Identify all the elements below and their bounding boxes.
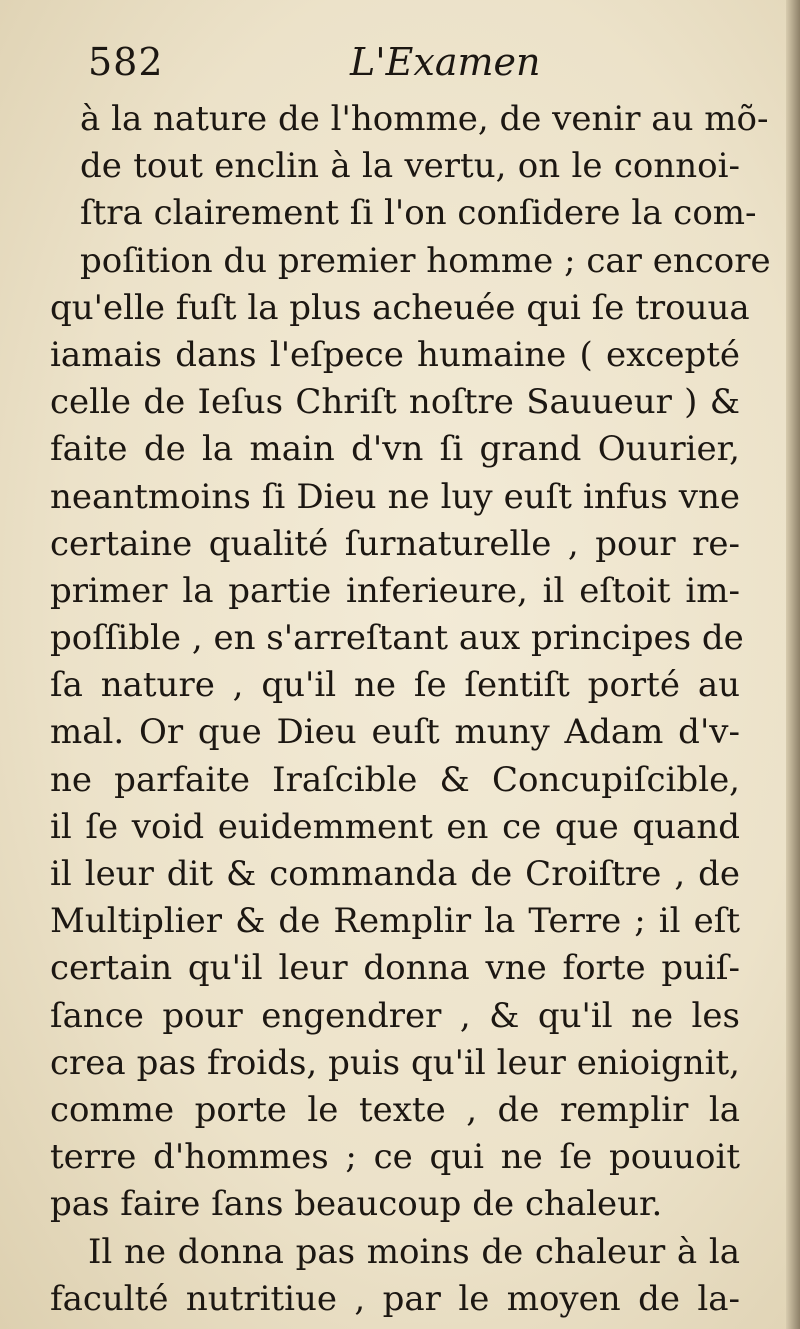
text-line: faite de la main d'vn ſi grand Ouurier, xyxy=(50,429,740,470)
text-line: pas faire ſans beaucoup de chaleur. xyxy=(50,1184,663,1225)
text-line: crea pas froids, puis qu'il leur enioignit, xyxy=(50,1042,740,1083)
text-line: neantmoins ſi Dieu ne luy euſt infus vne xyxy=(50,476,740,517)
text-line: qu'elle fuſt la plus acheuée qui ſe trouua xyxy=(50,287,750,328)
body-text xyxy=(50,96,771,1323)
text-line: à la nature de l'homme, de venir au mõ- xyxy=(80,99,769,139)
text-line: primer la partie inferieure, il eſtoit im- xyxy=(50,570,740,611)
text-line: de tout enclin à la vertu, on le connoi- xyxy=(80,146,740,187)
page-binding-edge xyxy=(786,0,800,1329)
text-line: certaine qualité ſurnaturelle , pour re- xyxy=(50,523,740,564)
text-line: ſa nature , qu'il ne ſe ſentiſt porté au xyxy=(50,665,740,706)
text-line: terre d'hommes ; ce qui ne ſe pouuoit xyxy=(50,1137,740,1178)
text-line: comme porte le texte , de remplir la xyxy=(50,1089,740,1130)
text-line: il leur dit & commanda de Croiſtre , de xyxy=(50,854,740,894)
text-line: mal. Or que Dieu euſt muny Adam d'v- xyxy=(50,712,740,753)
text-line: Multiplier & de Remplir la Terre ; il eſt xyxy=(50,901,740,942)
text-line: poſition du premier homme ; car encore xyxy=(80,240,771,281)
text-line: Il ne donna pas moins de chaleur à la xyxy=(88,1231,740,1272)
text-line: ſtra clairement ſi l'on conſidere la com- xyxy=(80,193,757,234)
text-line: iamais dans l'eſpece humaine ( excepté xyxy=(50,334,740,375)
page-number: 582 xyxy=(88,40,164,84)
text-line: ne parfaite Iraſcible & Concupiſcible, xyxy=(50,759,740,800)
text-line: celle de Ieſus Chriſt noſtre Sauueur ) & xyxy=(50,382,740,423)
page-header xyxy=(88,40,728,96)
text-line: poſſible , en s'arreſtant aux principes de xyxy=(50,618,744,659)
text-line: faculté nutritiue , par le moyen de la- xyxy=(50,1278,740,1319)
text-line: certain qu'il leur donna vne forte puiſ- xyxy=(50,948,740,989)
running-title: L'Examen xyxy=(350,40,541,84)
text-line: ſance pour engendrer , & qu'il ne les xyxy=(50,995,740,1036)
text-line: il ſe void euidemment en ce que quand xyxy=(50,806,740,847)
